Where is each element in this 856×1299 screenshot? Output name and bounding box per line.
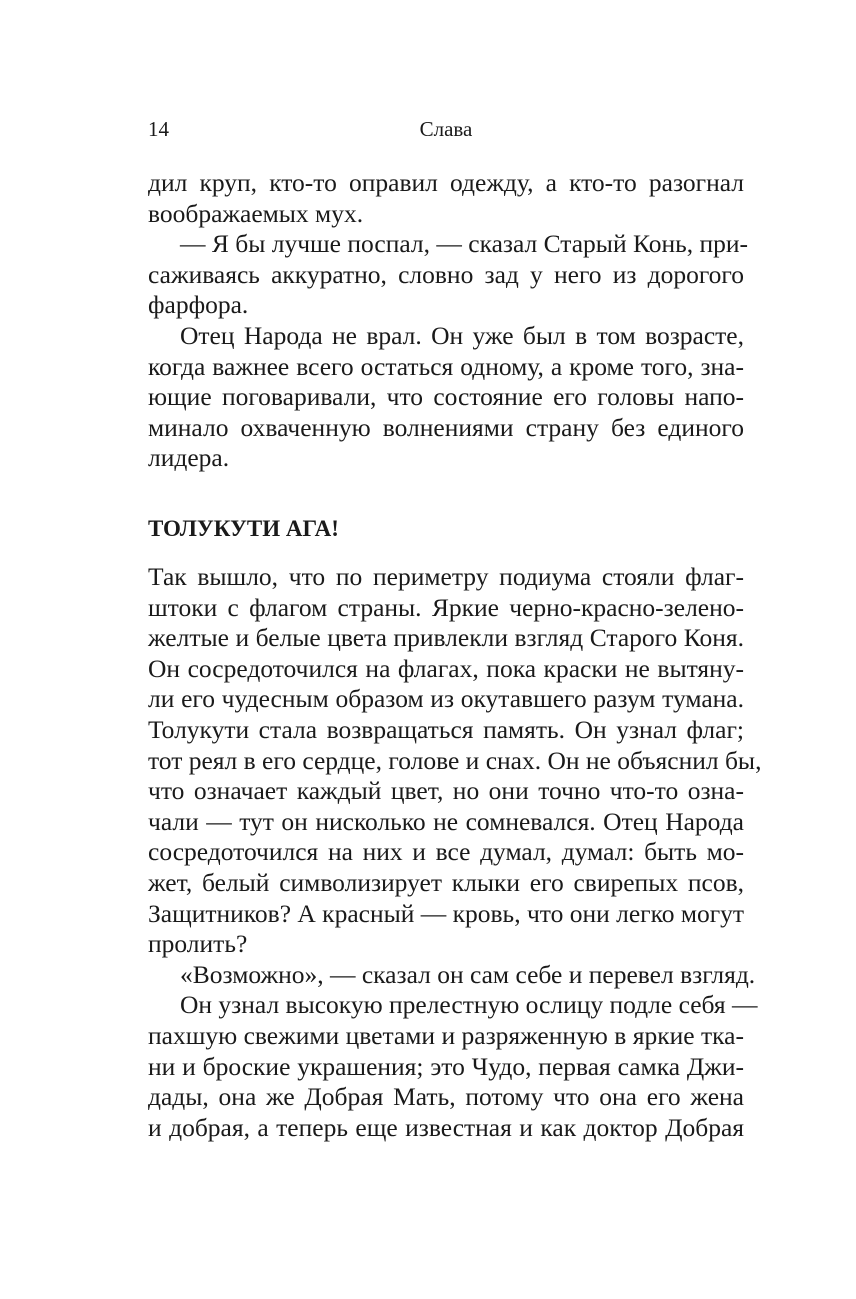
chapter-heading: ТОЛУКУТИ АГА! bbox=[148, 516, 339, 541]
text-block-opening bbox=[148, 168, 749, 474]
text-block-chapter bbox=[148, 562, 762, 1143]
text-line: Толукути стала возвращаться память. Он узнал флаг; bbox=[148, 714, 744, 744]
text-line: и добрая, а теперь еще известная и как доктор Добрая bbox=[148, 1112, 744, 1142]
running-head bbox=[148, 114, 744, 144]
text-line: дады, она же Добрая Мать, потому что она его жена bbox=[148, 1082, 744, 1112]
text-line: дил круп, кто-то оправил одежду, а кто-то разогнал bbox=[148, 168, 744, 197]
text-line: что означает каждый цвет, но они точно что-то озна- bbox=[148, 776, 744, 806]
text-line: Он узнал высокую прелестную ослицу подле себя — bbox=[180, 990, 758, 1020]
text-line: чали — тут он нисколько не сомневался. Отец Народа bbox=[148, 806, 744, 836]
text-line: «Возможно», — сказал он сам себе и перевел взгляд. bbox=[180, 959, 756, 989]
text-line: штоки с флагом страны. Яркие черно-красно-зелено- bbox=[148, 592, 744, 622]
text-line: Отец Народа не врал. Он уже был в том возрасте, bbox=[180, 320, 744, 350]
text-line: жет, белый символизирует клыки его свирепых псов, bbox=[148, 867, 744, 897]
text-line: ли его чудесным образом из окутавшего разум тумана. bbox=[148, 684, 744, 714]
text-line: Так вышло, что по периметру подиума стояли флаг- bbox=[148, 562, 744, 591]
text-line: тот реял в его сердце, голове и снах. Он не объяснил бы, bbox=[148, 745, 762, 775]
text-line: фарфора. bbox=[148, 290, 249, 320]
book-title: Слава bbox=[419, 117, 473, 141]
text-line: ни и броские украшения; это Чудо, первая самка Джи- bbox=[148, 1051, 744, 1081]
text-line: Защитников? А красный — кровь, что они легко могут bbox=[148, 898, 745, 928]
text-line: саживаясь аккуратно, словно зад у него из дорогого bbox=[148, 259, 744, 289]
text-line: пролить? bbox=[148, 929, 248, 959]
page-number: 14 bbox=[148, 117, 169, 141]
text-line: — Я бы лучше поспал, — сказал Старый Конь, при- bbox=[180, 229, 749, 259]
text-line: минало охваченную волнениями страну без единого bbox=[148, 412, 744, 442]
text-line: сосредоточился на них и все думал, думал: быть мо- bbox=[148, 837, 744, 867]
text-line: Он сосредоточился на флагах, пока краски не вытяну- bbox=[148, 653, 744, 683]
text-line: когда важнее всего остаться одному, а кроме того, зна- bbox=[148, 351, 744, 381]
text-line: желтые и белые цвета привлекли взгляд Старого Коня. bbox=[148, 623, 744, 653]
text-line: лидера. bbox=[148, 443, 230, 473]
text-line: пахшую свежими цветами и разряженную в яркие тка- bbox=[148, 1020, 744, 1050]
text-line: воображаемых мух. bbox=[148, 198, 364, 228]
text-line: ющие поговаривали, что состояние его головы напо- bbox=[148, 382, 744, 412]
